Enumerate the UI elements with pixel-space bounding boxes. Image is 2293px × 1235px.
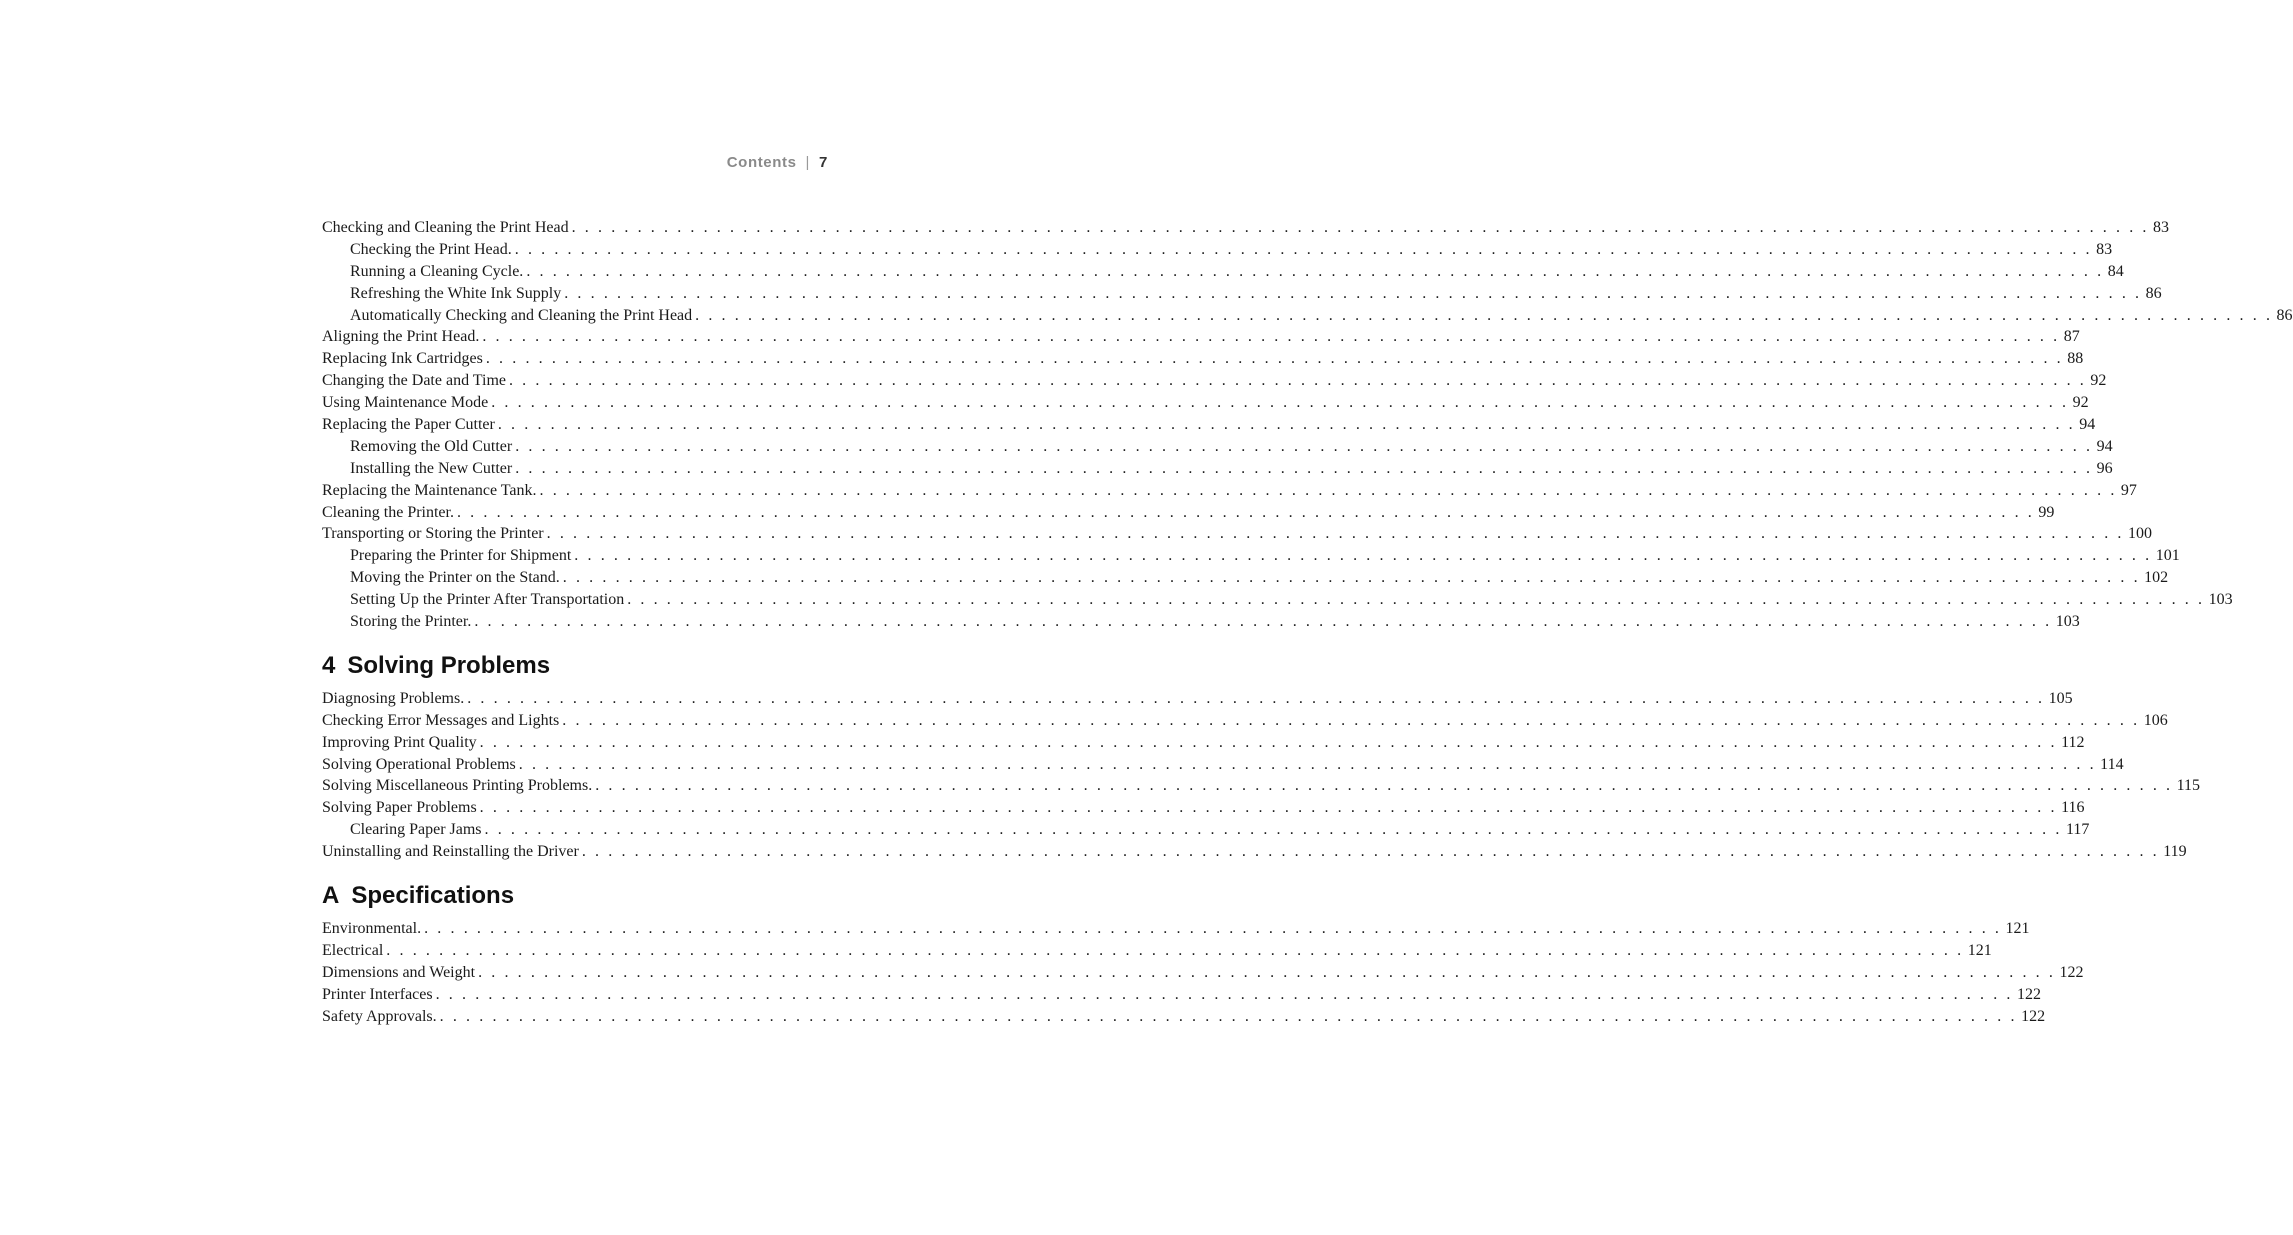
appendix-a-letter: A — [322, 882, 340, 910]
toc-entry-page: 106 — [2143, 711, 2168, 729]
appendix-a-title: Specifications — [351, 882, 515, 910]
toc-entry-title: Installing the New Cutter — [350, 459, 513, 477]
toc-dot-leader: . . . . . . . . . . . . . . . . . . . . . . . . . . . . . . . . . . . . . . . . . . . . . . . . . . . . . . . . . . . . . . . . . . . . . . . . . . . . . . . . . . . . . . . . . . . . . . . . . . . . . . . . . . . . . . . . . . . . . . . . — [482, 328, 2060, 346]
toc-entry[interactable] — [322, 262, 2124, 285]
toc-entry-page: 92 — [2072, 394, 2089, 412]
toc-entry-title: Clearing Paper Jams — [350, 821, 482, 839]
toc-entry-page: 122 — [2059, 963, 2084, 981]
toc-entry-page: 83 — [2096, 240, 2113, 258]
toc-entry[interactable] — [322, 437, 2113, 460]
toc-dot-leader: . . . . . . . . . . . . . . . . . . . . . . . . . . . . . . . . . . . . . . . . . . . . . . . . . . . . . . . . . . . . . . . . . . . . . . . . . . . . . . . . . . . . . . . . . . . . . . . . . . . . . . . . . . . . . . . . . . . . . . . . — [595, 777, 2173, 795]
toc-entry-page: 102 — [2144, 569, 2169, 587]
toc-dot-leader: . . . . . . . . . . . . . . . . . . . . . . . . . . . . . . . . . . . . . . . . . . . . . . . . . . . . . . . . . . . . . . . . . . . . . . . . . . . . . . . . . . . . . . . . . . . . . . . . . . . . . . . . . . . . . . . . . . . . . . . . — [484, 821, 2062, 839]
toc-entry-title: Replacing Ink Cartridges — [322, 350, 483, 368]
toc-dot-leader: . . . . . . . . . . . . . . . . . . . . . . . . . . . . . . . . . . . . . . . . . . . . . . . . . . . . . . . . . . . . . . . . . . . . . . . . . . . . . . . . . . . . . . . . . . . . . . . . . . . . . . . . . . . . . . . . . . . . . . . . — [514, 240, 2093, 258]
toc-entry-page: 121 — [2005, 920, 2030, 938]
toc-entry-title: Checking and Cleaning the Print Head — [322, 219, 569, 236]
page-number: 7 — [819, 154, 828, 171]
chapter-4-title: Solving Problems — [347, 651, 551, 679]
toc-entry[interactable] — [322, 985, 2042, 1008]
toc-entry-page: 92 — [2090, 372, 2107, 390]
toc-entry[interactable] — [322, 591, 2233, 613]
toc-dot-leader: . . . . . . . . . . . . . . . . . . . . . . . . . . . . . . . . . . . . . . . . . . . . . . . . . . . . . . . . . . . . . . . . . . . . . . . . . . . . . . . . . . . . . . . . . . . . . . . . . . . . . . . . . . . . . . . . . . . . . . . . — [479, 799, 2058, 817]
header-section-label: Contents — [726, 154, 797, 171]
toc-dot-leader: . . . . . . . . . . . . . . . . . . . . . . . . . . . . . . . . . . . . . . . . . . . . . . . . . . . . . . . . . . . . . . . . . . . . . . . . . . . . . . . . . . . . . . . . . . . . . . . . . . . . . . . . . . . . . . . . . . . . . . . . — [485, 350, 2064, 368]
toc-dot-leader: . . . . . . . . . . . . . . . . . . . . . . . . . . . . . . . . . . . . . . . . . . . . . . . . . . . . . . . . . . . . . . . . . . . . . . . . . . . . . . . . . . . . . . . . . . . . . . . . . . . . . . . . . . . . . . . . . . . . . . . . — [562, 711, 2140, 729]
toc-list-chapter-4 — [322, 689, 2201, 865]
toc-entry-page: 97 — [2120, 481, 2137, 499]
toc-entry-title: Replacing the Maintenance Tank. — [322, 481, 537, 499]
toc-entry[interactable] — [322, 240, 2113, 263]
toc-dot-leader: . . . . . . . . . . . . . . . . . . . . . . . . . . . . . . . . . . . . . . . . . . . . . . . . . . . . . . . . . . . . . . . . . . . . . . . . . . . . . . . . . . . . . . . . . . . . . . . . . . . . . . . . . . . . . . . . . . . . . . . . — [424, 920, 2002, 938]
toc-entry-title: Electrical — [322, 941, 384, 959]
toc-dot-leader: . . . . . . . . . . . . . . . . . . . . . . . . . . . . . . . . . . . . . . . . . . . . . . . . . . . . . . . . . . . . . . . . . . . . . . . . . . . . . . . . . . . . . . . . . . . . . . . . . . . . . . . . . . . . . . . . . . . . . . . . — [526, 262, 2104, 280]
toc-entry-page: 115 — [2176, 777, 2201, 795]
toc-entry-page: 94 — [2096, 437, 2113, 455]
toc-entry-page: 100 — [2128, 525, 2153, 543]
toc-entry[interactable] — [322, 525, 2153, 547]
toc-entry-page: 119 — [2163, 843, 2187, 861]
toc-entry-title: Checking Error Messages and Lights — [322, 711, 560, 729]
toc-entry[interactable] — [322, 306, 2293, 329]
toc-entry[interactable] — [322, 569, 2169, 591]
toc-entry[interactable] — [322, 547, 2180, 569]
toc-list-appendix-a — [322, 920, 2084, 1029]
toc-entry-title: Setting Up the Printer After Transportation — [350, 591, 625, 609]
toc-dot-leader: . . . . . . . . . . . . . . . . . . . . . . . . . . . . . . . . . . . . . . . . . . . . . . . . . . . . . . . . . . . . . . . . . . . . . . . . . . . . . . . . . . . . . . . . . . . . . . . . . . . . . . . . . . . . . . . . . . . . . . . . — [386, 941, 1964, 959]
toc-entry-title: Automatically Checking and Cleaning the Print Head — [350, 306, 693, 324]
toc-entry-title: Printer Interfaces — [322, 985, 433, 1003]
toc-entry-title: Environmental. — [322, 920, 422, 938]
chapter-4-heading[interactable] — [322, 648, 828, 684]
toc-entry-page: 83 — [2153, 219, 2170, 236]
toc-entry-title: Transporting or Storing the Printer — [322, 525, 544, 543]
running-header — [600, 154, 828, 171]
toc-entry-page: 101 — [2155, 547, 2180, 565]
toc-entry[interactable] — [322, 755, 2124, 778]
toc-entry[interactable] — [322, 711, 2168, 734]
toc-dot-leader: . . . . . . . . . . . . . . . . . . . . . . . . . . . . . . . . . . . . . . . . . . . . . . . . . . . . . . . . . . . . . . . . . . . . . . . . . . . . . . . . . . . . . . . . . . . . . . . . . . . . . . . . . . . . . . . . . . . . . . . . — [479, 733, 2058, 751]
toc-entry[interactable] — [322, 963, 2084, 986]
toc-entry[interactable] — [322, 799, 2085, 821]
toc-entry[interactable] — [322, 920, 2030, 942]
toc-entry-page: 114 — [2100, 755, 2124, 773]
toc-entry-title: Replacing the Paper Cutter — [322, 416, 495, 434]
toc-entry-page: 121 — [1967, 941, 1992, 959]
toc-entry[interactable] — [322, 459, 2113, 482]
toc-entry-title: Storing the Printer. — [350, 613, 472, 631]
toc-entry-title: Dimensions and Weight — [322, 963, 476, 981]
toc-dot-leader: . . . . . . . . . . . . . . . . . . . . . . . . . . . . . . . . . . . . . . . . . . . . . . . . . . . . . . . . . . . . . . . . . . . . . . . . . . . . . . . . . . . . . . . . . . . . . . . . . . . . . . . . . . . . . . . . . . . . . . . . — [546, 525, 2125, 543]
toc-entry[interactable] — [322, 328, 2080, 350]
toc-entry[interactable] — [322, 503, 2055, 526]
toc-entry-page: 105 — [2048, 689, 2073, 707]
toc-entry[interactable] — [322, 350, 2084, 372]
toc-entry-page: 117 — [2065, 821, 2090, 839]
toc-entry-page: 112 — [2061, 733, 2085, 751]
toc-entry-page: 94 — [2079, 416, 2096, 434]
toc-entry[interactable] — [322, 481, 2137, 504]
toc-entry-page: 86 — [2145, 284, 2162, 302]
toc-list-continued — [322, 219, 2293, 635]
toc-entry[interactable] — [322, 777, 2201, 799]
toc-entry[interactable] — [322, 1007, 2046, 1030]
toc-entry-page: 122 — [2017, 985, 2042, 1003]
chapter-4-number: 4 — [322, 651, 336, 679]
toc-entry[interactable] — [322, 416, 2096, 438]
toc-entry[interactable] — [322, 941, 1992, 964]
toc-entry[interactable] — [322, 394, 2089, 416]
toc-dot-leader: . . . . . . . . . . . . . . . . . . . . . . . . . . . . . . . . . . . . . . . . . . . . . . . . . . . . . . . . . . . . . . . . . . . . . . . . . . . . . . . . . . . . . . . . . . . . . . . . . . . . . . . . . . . . . . . . . . . . . . . . — [467, 689, 2045, 707]
toc-dot-leader: . . . . . . . . . . . . . . . . . . . . . . . . . . . . . . . . . . . . . . . . . . . . . . . . . . . . . . . . . . . . . . . . . . . . . . . . . . . . . . . . . . . . . . . . . . . . . . . . . . . . . . . . . . . . . . . . . . . . . . . . — [627, 591, 2205, 609]
toc-entry-title: Removing the Old Cutter — [350, 437, 513, 455]
toc-dot-leader: . . . . . . . . . . . . . . . . . . . . . . . . . . . . . . . . . . . . . . . . . . . . . . . . . . . . . . . . . . . . . . . . . . . . . . . . . . . . . . . . . . . . . . . . . . . . . . . . . . . . . . . . . . . . . . . . . . . . . . . . — [474, 613, 2052, 631]
toc-entry-page: 84 — [2107, 262, 2124, 280]
toc-entry-page: 116 — [2061, 799, 2085, 817]
toc-entry-title: Improving Print Quality — [322, 733, 477, 751]
toc-dot-leader: . . . . . . . . . . . . . . . . . . . . . . . . . . . . . . . . . . . . . . . . . . . . . . . . . . . . . . . . . . . . . . . . . . . . . . . . . . . . . . . . . . . . . . . . . . . . . . . . . . . . . . . . . . . . . . . . . . . . . . . . — [515, 437, 2093, 455]
toc-dot-leader: . . . . . . . . . . . . . . . . . . . . . . . . . . . . . . . . . . . . . . . . . . . . . . . . . . . . . . . . . . . . . . . . . . . . . . . . . . . . . . . . . . . . . . . . . . . . . . . . . . . . . . . . . . . . . . . . . . . . . . . . — [435, 985, 2014, 1003]
toc-entry[interactable] — [322, 284, 2162, 307]
toc-entry-title: Safety Approvals. — [322, 1007, 437, 1025]
toc-dot-leader: . . . . . . . . . . . . . . . . . . . . . . . . . . . . . . . . . . . . . . . . . . . . . . . . . . . . . . . . . . . . . . . . . . . . . . . . . . . . . . . . . . . . . . . . . . . . . . . . . . . . . . . . . . . . . . . . . . . . . . . . — [508, 372, 2087, 390]
toc-entry-page: 103 — [2208, 591, 2233, 609]
toc-entry[interactable] — [322, 372, 2107, 394]
toc-entry-page: 87 — [2063, 328, 2080, 346]
toc-dot-leader: . . . . . . . . . . . . . . . . . . . . . . . . . . . . . . . . . . . . . . . . . . . . . . . . . . . . . . . . . . . . . . . . . . . . . . . . . . . . . . . . . . . . . . . . . . . . . . . . . . . . . . . . . . . . . . . . . . . . . . . . — [581, 843, 2160, 861]
toc-entry-page: 88 — [2067, 350, 2084, 368]
toc-entry-title: Using Maintenance Mode — [322, 394, 489, 412]
toc-entry-title: Running a Cleaning Cycle. — [350, 262, 524, 280]
header-separator: | — [805, 154, 811, 171]
toc-entry-page: 86 — [2276, 306, 2293, 324]
toc-entry-title: Refreshing the White Ink Supply — [350, 284, 562, 302]
toc-entry-page: 96 — [2096, 459, 2113, 477]
toc-entry-title: Changing the Date and Time — [322, 372, 506, 390]
toc-dot-leader: . . . . . . . . . . . . . . . . . . . . . . . . . . . . . . . . . . . . . . . . . . . . . . . . . . . . . . . . . . . . . . . . . . . . . . . . . . . . . . . . . . . . . . . . . . . . . . . . . . . . . . . . . . . . . . . . . . . . . . . . — [571, 219, 2150, 236]
toc-dot-leader: . . . . . . . . . . . . . . . . . . . . . . . . . . . . . . . . . . . . . . . . . . . . . . . . . . . . . . . . . . . . . . . . . . . . . . . . . . . . . . . . . . . . . . . . . . . . . . . . . . . . . . . . . . . . . . . . . . . . . . . . — [456, 503, 2035, 521]
toc-dot-leader: . . . . . . . . . . . . . . . . . . . . . . . . . . . . . . . . . . . . . . . . . . . . . . . . . . . . . . . . . . . . . . . . . . . . . . . . . . . . . . . . . . . . . . . . . . . . . . . . . . . . . . . . . . . . . . . . . . . . . . . . — [562, 569, 2141, 587]
appendix-a-heading[interactable] — [322, 878, 828, 914]
toc-dot-leader: . . . . . . . . . . . . . . . . . . . . . . . . . . . . . . . . . . . . . . . . . . . . . . . . . . . . . . . . . . . . . . . . . . . . . . . . . . . . . . . . . . . . . . . . . . . . . . . . . . . . . . . . . . . . . . . . . . . . . . . . — [439, 1007, 2018, 1025]
toc-entry-title: Preparing the Printer for Shipment — [350, 547, 572, 565]
table-of-contents — [322, 219, 2293, 1030]
toc-entry[interactable] — [322, 613, 2080, 635]
toc-dot-leader: . . . . . . . . . . . . . . . . . . . . . . . . . . . . . . . . . . . . . . . . . . . . . . . . . . . . . . . . . . . . . . . . . . . . . . . . . . . . . . . . . . . . . . . . . . . . . . . . . . . . . . . . . . . . . . . . . . . . . . . . — [515, 459, 2093, 477]
toc-entry[interactable] — [322, 733, 2085, 756]
toc-dot-leader: . . . . . . . . . . . . . . . . . . . . . . . . . . . . . . . . . . . . . . . . . . . . . . . . . . . . . . . . . . . . . . . . . . . . . . . . . . . . . . . . . . . . . . . . . . . . . . . . . . . . . . . . . . . . . . . . . . . . . . . . — [491, 394, 2069, 412]
toc-entry[interactable] — [322, 219, 2170, 241]
toc-entry-page: 99 — [2038, 503, 2055, 521]
toc-dot-leader: . . . . . . . . . . . . . . . . . . . . . . . . . . . . . . . . . . . . . . . . . . . . . . . . . . . . . . . . . . . . . . . . . . . . . . . . . . . . . . . . . . . . . . . . . . . . . . . . . . . . . . . . . . . . . . . . . . . . . . . . — [695, 306, 2273, 324]
toc-entry[interactable] — [322, 843, 2187, 865]
toc-entry-title: Cleaning the Printer. — [322, 503, 454, 521]
toc-dot-leader: . . . . . . . . . . . . . . . . . . . . . . . . . . . . . . . . . . . . . . . . . . . . . . . . . . . . . . . . . . . . . . . . . . . . . . . . . . . . . . . . . . . . . . . . . . . . . . . . . . . . . . . . . . . . . . . . . . . . . . . . — [539, 481, 2117, 499]
toc-entry-title: Solving Miscellaneous Printing Problems. — [322, 777, 593, 795]
toc-entry-page: 122 — [2021, 1007, 2046, 1025]
toc-entry-title: Solving Operational Problems — [322, 755, 516, 773]
toc-entry[interactable] — [322, 821, 2090, 843]
toc-dot-leader: . . . . . . . . . . . . . . . . . . . . . . . . . . . . . . . . . . . . . . . . . . . . . . . . . . . . . . . . . . . . . . . . . . . . . . . . . . . . . . . . . . . . . . . . . . . . . . . . . . . . . . . . . . . . . . . . . . . . . . . . — [574, 547, 2152, 565]
toc-entry-title: Uninstalling and Reinstalling the Driver — [322, 843, 579, 861]
toc-entry-title: Aligning the Print Head. — [322, 328, 480, 346]
toc-dot-leader: . . . . . . . . . . . . . . . . . . . . . . . . . . . . . . . . . . . . . . . . . . . . . . . . . . . . . . . . . . . . . . . . . . . . . . . . . . . . . . . . . . . . . . . . . . . . . . . . . . . . . . . . . . . . . . . . . . . . . . . . — [497, 416, 2076, 434]
toc-entry-title: Moving the Printer on the Stand. — [350, 569, 560, 587]
toc-entry-title: Solving Paper Problems — [322, 799, 477, 817]
toc-entry-title: Checking the Print Head. — [350, 240, 512, 258]
toc-entry-page: 103 — [2055, 613, 2080, 631]
toc-dot-leader: . . . . . . . . . . . . . . . . . . . . . . . . . . . . . . . . . . . . . . . . . . . . . . . . . . . . . . . . . . . . . . . . . . . . . . . . . . . . . . . . . . . . . . . . . . . . . . . . . . . . . . . . . . . . . . . . . . . . . . . . — [478, 963, 2056, 981]
toc-dot-leader: . . . . . . . . . . . . . . . . . . . . . . . . . . . . . . . . . . . . . . . . . . . . . . . . . . . . . . . . . . . . . . . . . . . . . . . . . . . . . . . . . . . . . . . . . . . . . . . . . . . . . . . . . . . . . . . . . . . . . . . . — [564, 284, 2142, 302]
toc-entry[interactable] — [322, 689, 2073, 712]
toc-entry-title: Diagnosing Problems. — [322, 689, 465, 707]
toc-dot-leader: . . . . . . . . . . . . . . . . . . . . . . . . . . . . . . . . . . . . . . . . . . . . . . . . . . . . . . . . . . . . . . . . . . . . . . . . . . . . . . . . . . . . . . . . . . . . . . . . . . . . . . . . . . . . . . . . . . . . . . . . — [518, 755, 2097, 773]
